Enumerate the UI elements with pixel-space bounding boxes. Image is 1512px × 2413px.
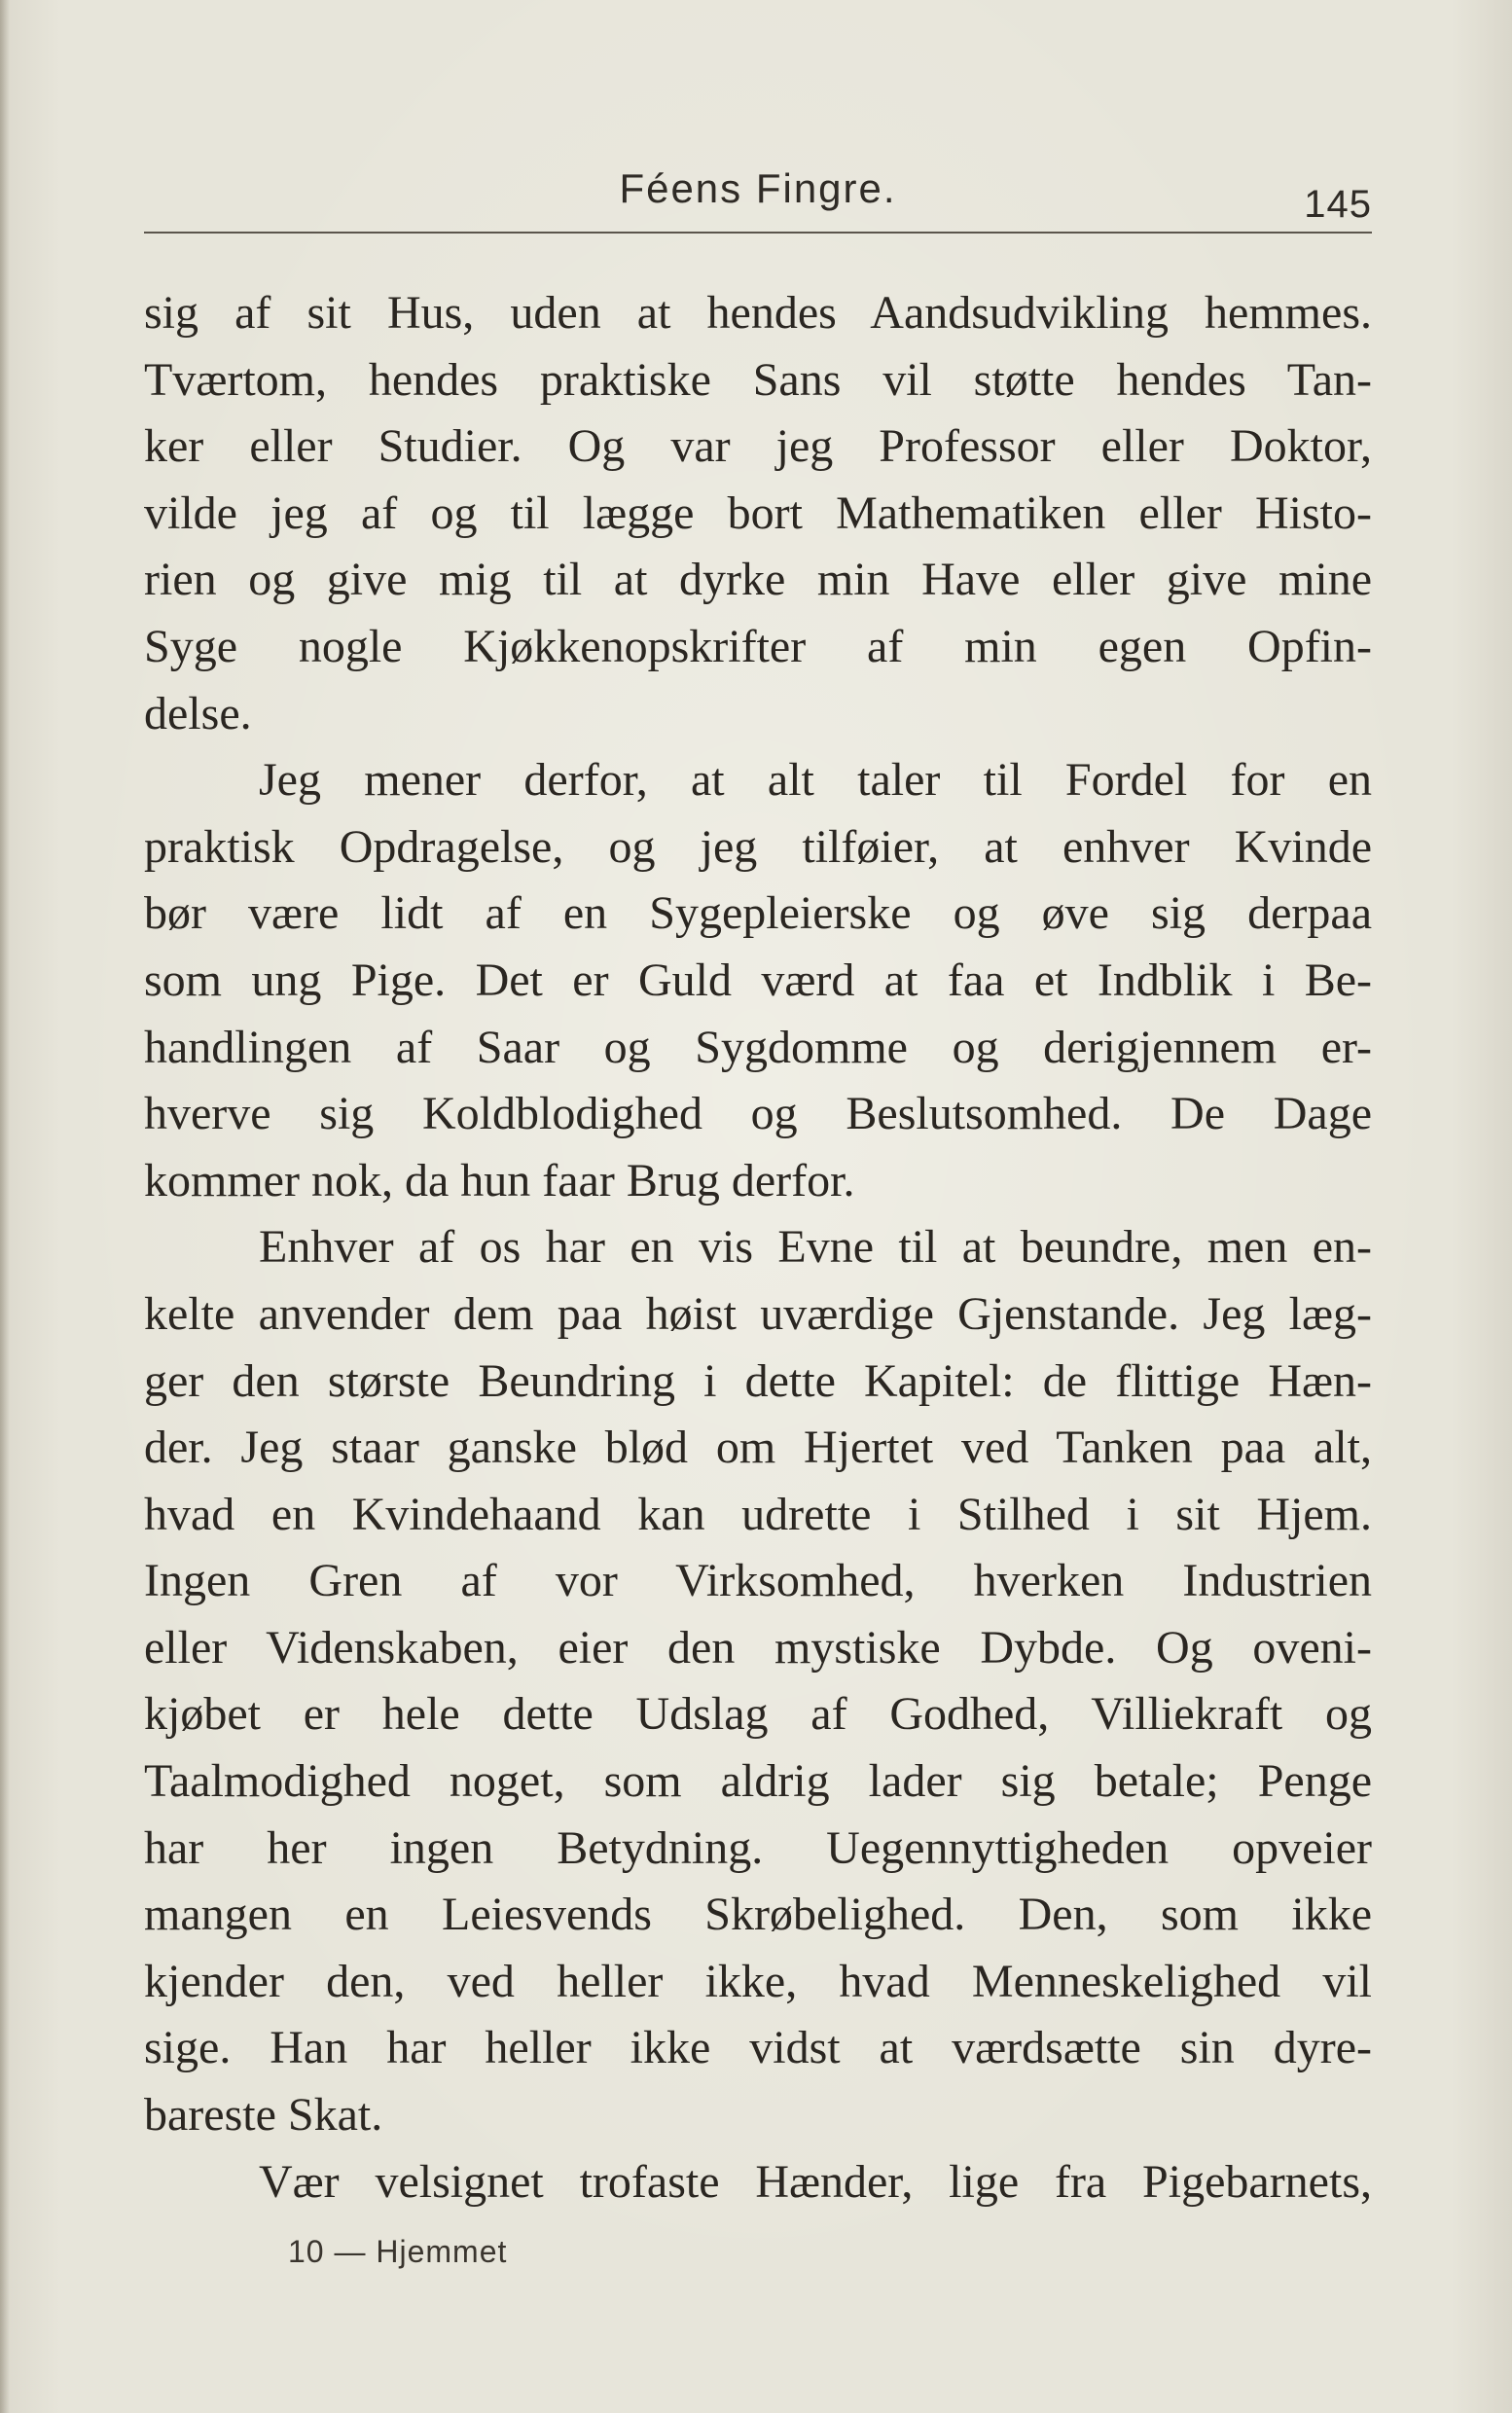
body-text (144, 280, 1372, 2215)
paragraph-end-line: bareste Skat. (144, 2089, 383, 2142)
text-line: handlingen af Saar og Sygdomme og derigjennem er- (144, 1021, 1372, 1073)
text-line: som ung Pige. Det er Guld værd at faa et Indblik i Be- (144, 954, 1372, 1006)
text-line: Ingen Gren af vor Virksomhed, hverken Industrien (144, 1555, 1372, 1607)
text-line: rien og give mig til at dyrke min Have eller give mine (144, 554, 1372, 606)
text-line: sig af sit Hus, uden at hendes Aandsudvikling hemmes. (144, 287, 1372, 339)
text-line: der. Jeg staar ganske blød om Hjertet ved Tanken paa alt, (144, 1422, 1372, 1474)
text-line: Taalmodighed noget, som aldrig lader sig betale; Penge (144, 1755, 1372, 1808)
header-rule (144, 232, 1372, 234)
page-number: 145 (1304, 183, 1372, 226)
text-line: bør være lidt af en Sygepleierske og øve sig derpaa (144, 887, 1372, 940)
text-line: praktisk Opdragelse, og jeg tilføier, at enhver Kvinde (144, 820, 1372, 873)
paragraph-start-line: Vær velsignet trofaste Hænder, lige fra Pigebarnets, (259, 2155, 1372, 2208)
text-line: ger den største Beundring i dette Kapitel: de flittige Hæn- (144, 1354, 1372, 1407)
paragraph-end-line: kommer nok, da hun faar Brug derfor. (144, 1154, 855, 1206)
page-edge-shadow (0, 0, 10, 2413)
text-line: vilde jeg af og til lægge bort Mathematiken eller Histo- (144, 486, 1372, 539)
text-line: kelte anvender dem paa høist uværdige Gjenstande. Jeg læg- (144, 1287, 1372, 1340)
paragraph-start-line: Jeg mener derfor, at alt taler til Fordel for en (259, 754, 1372, 807)
text-line: eller Videnskaben, eier den mystiske Dybde. Og oveni- (144, 1621, 1372, 1674)
printer-signature: 10 — Hjemmet (288, 2234, 508, 2269)
paragraph-end-line: delse. (144, 687, 252, 739)
paragraph-start-line: Enhver af os har en vis Evne til at beundre, men en- (259, 1221, 1372, 1274)
text-line: kjender den, ved heller ikke, hvad Menneskelighed vil (144, 1955, 1372, 2007)
text-line: Syge nogle Kjøkkenopskrifter af min egen Opfin- (144, 620, 1372, 672)
text-line: sige. Han har heller ikke vidst at værdsætte sin dyre- (144, 2022, 1372, 2074)
text-line: mangen en Leiesvends Skrøbelighed. Den, som ikke (144, 1889, 1372, 1941)
text-line: hverve sig Koldblodighed og Beslutsomhed. De Dage (144, 1088, 1372, 1140)
text-line: Tværtom, hendes praktiske Sans vil støtte hendes Tan- (144, 353, 1372, 406)
text-line: hvad en Kvindehaand kan udrette i Stilhed i sit Hjem. (144, 1488, 1372, 1540)
text-line: har her ingen Betydning. Uegennyttigheden opveier (144, 1821, 1372, 1874)
text-line: ker eller Studier. Og var jeg Professor eller Doktor, (144, 420, 1372, 473)
text-line: kjøbet er hele dette Udslag af Godhed, Villiekraft og (144, 1688, 1372, 1741)
running-head (144, 154, 1372, 232)
running-title: Féens Fingre. (619, 165, 897, 211)
